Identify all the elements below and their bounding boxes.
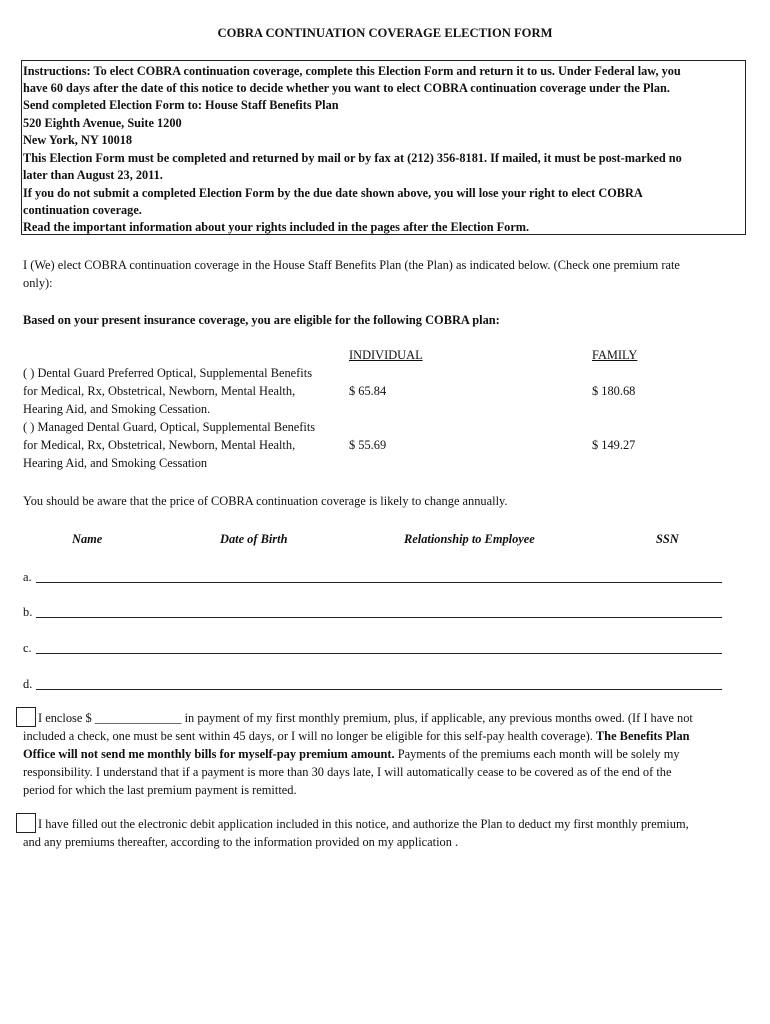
beneficiary-line-c[interactable] [36,653,722,654]
header-relationship: Relationship to Employee [404,532,535,546]
plan-1-family-rate: $ 180.68 [592,384,636,398]
debit-checkbox[interactable] [16,813,36,833]
beneficiary-line-b[interactable] [36,617,722,618]
instructions-line: If you do not submit a completed Election Form by the due date shown above, you will lose your right to elect COBRA [23,186,643,200]
enclose-text: period for which the last premium payment is remitted. [23,783,297,797]
row-label: b. [23,605,33,619]
beneficiary-line-a[interactable] [36,582,722,583]
header-ssn: SSN [656,532,679,546]
row-label: d. [23,677,33,691]
price-note: You should be aware that the price of COBRA continuation coverage is likely to change annually. [23,494,508,508]
plan-1-line: for Medical, Rx, Obstetrical, Newborn, Mental Health, [23,384,296,398]
beneficiary-line-d[interactable] [36,689,722,690]
debit-text: I have filled out the electronic debit application included in this notice, and authorize the Plan to deduct my first monthly premium, [38,817,689,831]
enclose-text: responsibility. I understand that if a payment is more than 30 days late, I will automatically cease to be covered as of the end of the [23,765,672,779]
instructions-line: have 60 days after the date of this notice to decide whether you want to elect COBRA continuation coverage under the Plan. [23,81,670,95]
instructions-line: Read the important information about your rights included in the pages after the Election Form. [23,220,530,234]
election-statement: only): [23,276,53,290]
instructions-line: This Election Form must be completed and returned by mail or by fax at (212) 356-8181. If mailed, it must be post-marked no [23,151,682,165]
plan-2-family-rate: $ 149.27 [592,438,636,452]
plan-1-line: Hearing Aid, and Smoking Cessation. [23,402,211,416]
enclose-text: Office will not send me monthly bills for myself-pay premium amount. Payments of the premiums each month will be solely my [23,747,680,761]
header-date-of-birth: Date of Birth [220,532,288,546]
instructions-line: 520 Eighth Avenue, Suite 1200 [23,116,182,130]
row-label: c. [23,641,32,655]
plan-2-individual-rate: $ 55.69 [349,438,387,452]
plan-2-line: Hearing Aid, and Smoking Cessation [23,456,208,470]
instructions-line: later than August 23, 2011. [23,168,163,182]
debit-text: and any premiums thereafter, according to the information provided on my application . [23,835,459,849]
form-title: COBRA CONTINUATION COVERAGE ELECTION FORM [217,26,553,40]
family-column-header: FAMILY [592,348,638,362]
plan-1-line[interactable]: ( ) Dental Guard Preferred Optical, Supplemental Benefits [23,366,313,380]
eligibility-heading: Based on your present insurance coverage, you are eligible for the following COBRA plan: [23,313,500,327]
plan-1-individual-rate: $ 65.84 [349,384,387,398]
header-name: Name [72,532,103,546]
plan-2-line: for Medical, Rx, Obstetrical, Newborn, Mental Health, [23,438,296,452]
row-label: a. [23,570,32,584]
enclose-text: included a check, one must be sent within 45 days, or I will no longer be eligible for this self-pay health coverage). The Benefits Plan [23,729,690,743]
election-statement: I (We) elect COBRA continuation coverage in the House Staff Benefits Plan (the Plan) as indicated below. (Check one premium rate [23,258,680,272]
instructions-line: continuation coverage. [23,203,142,217]
individual-column-header: INDIVIDUAL [349,348,423,362]
instructions-line: Instructions: To elect COBRA continuation coverage, complete this Election Form and return it to us. Under Federal law, you [23,64,681,78]
instructions-line: New York, NY 10018 [23,133,133,147]
plan-2-line[interactable]: ( ) Managed Dental Guard, Optical, Supplemental Benefits [23,420,316,434]
enclose-text: I enclose $ ______________ in payment of my first monthly premium, plus, if applicable, any previous months owed. (If I have not [38,711,693,725]
instructions-line: Send completed Election Form to: House Staff Benefits Plan [23,98,339,112]
enclose-checkbox[interactable] [16,707,36,727]
